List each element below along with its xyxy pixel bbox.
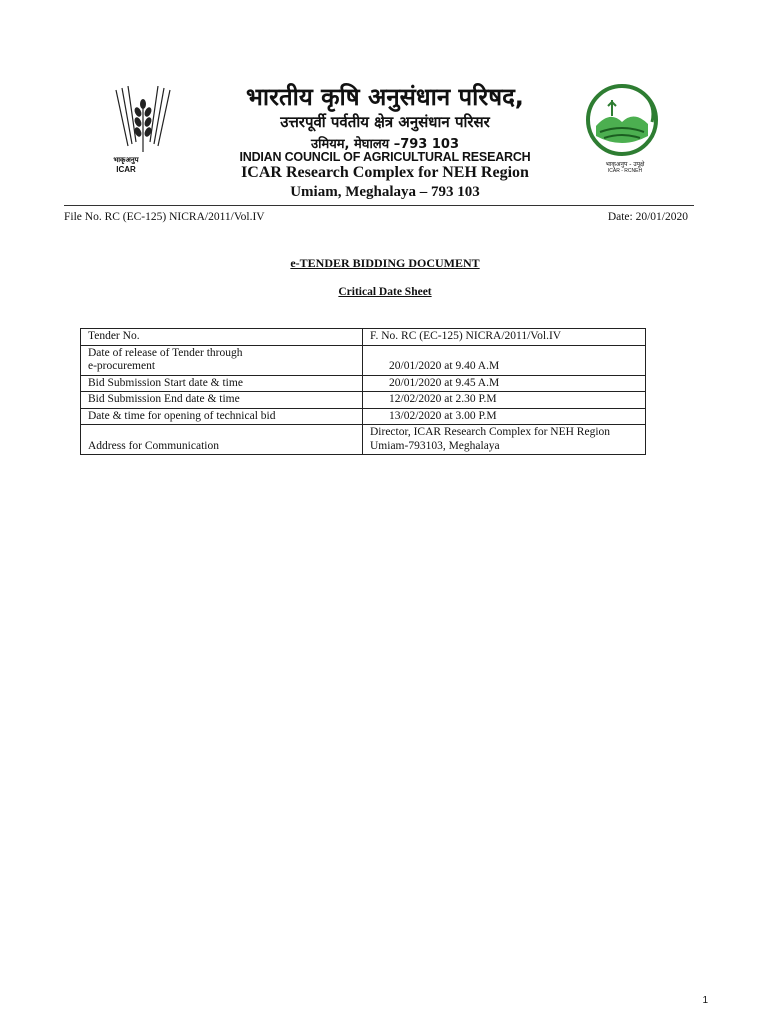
right-logo-hindi-caption: भाकृअनुप - उपूक्षे (605, 161, 645, 168)
table-cell-label-line: e-procurement (88, 360, 156, 372)
table-cell-value: 20/01/2020 at 9.45 A.M (363, 375, 646, 392)
file-number: File No. RC (EC-125) NICRA/2011/Vol.IV (64, 211, 265, 223)
table-row (81, 425, 646, 455)
page-number: 1 (702, 995, 708, 1006)
table-row (81, 392, 646, 409)
table-cell-label-line: Date of release of Tender through (88, 346, 243, 359)
table-cell-value (363, 425, 646, 455)
table-cell-label: Address for Communication (81, 425, 363, 455)
table-cell-value: F. No. RC (EC-125) NICRA/2011/Vol.IV (363, 329, 646, 346)
hindi-complex-name: उत्तरपूर्वी पर्वतीय क्षेत्र अनुसंधान परिसर (280, 113, 490, 131)
hindi-council-name: भारतीय कृषि अनुसंधान परिषद, (246, 83, 524, 111)
left-logo-hindi-caption: भाकृअनुप (113, 156, 139, 164)
council-name: INDIAN COUNCIL OF AGRICULTURAL RESEARCH (239, 150, 531, 164)
table-cell-value: 20/01/2020 at 9.40 A.M (363, 345, 646, 375)
complex-address: Umiam, Meghalaya – 793 103 (290, 184, 480, 200)
table-cell-value: 12/02/2020 at 2.30 P.M (363, 392, 646, 409)
right-logo-abbr-caption: ICAR - RCNEH (607, 168, 643, 174)
table-cell-label (81, 345, 363, 375)
document-date: Date: 20/01/2020 (607, 211, 688, 223)
document-title: e-TENDER BIDDING DOCUMENT (290, 256, 480, 270)
left-logo-abbr-caption: ICAR (116, 165, 136, 174)
table-cell-label: Bid Submission End date & time (81, 392, 363, 409)
table-row (81, 329, 646, 346)
table-cell-value-line: Umiam-793103, Meghalaya (370, 439, 500, 452)
table-row (81, 345, 646, 375)
table-cell-label: Tender No. (81, 329, 363, 346)
table-cell-value-line: Director, ICAR Research Complex for NEH Region (370, 426, 611, 438)
critical-date-table (80, 328, 646, 455)
letterhead-divider (64, 205, 694, 206)
table-cell-label: Date & time for opening of technical bid (81, 408, 363, 425)
table-cell-value: 13/02/2020 at 3.00 P.M (363, 408, 646, 425)
document-subtitle: Critical Date Sheet (338, 286, 432, 298)
table-row (81, 375, 646, 392)
table-row (81, 408, 646, 425)
complex-name: ICAR Research Complex for NEH Region (241, 164, 529, 181)
hindi-address: उमियम, मेघालय –793 103 (310, 137, 460, 152)
table-cell-label: Bid Submission Start date & time (81, 375, 363, 392)
